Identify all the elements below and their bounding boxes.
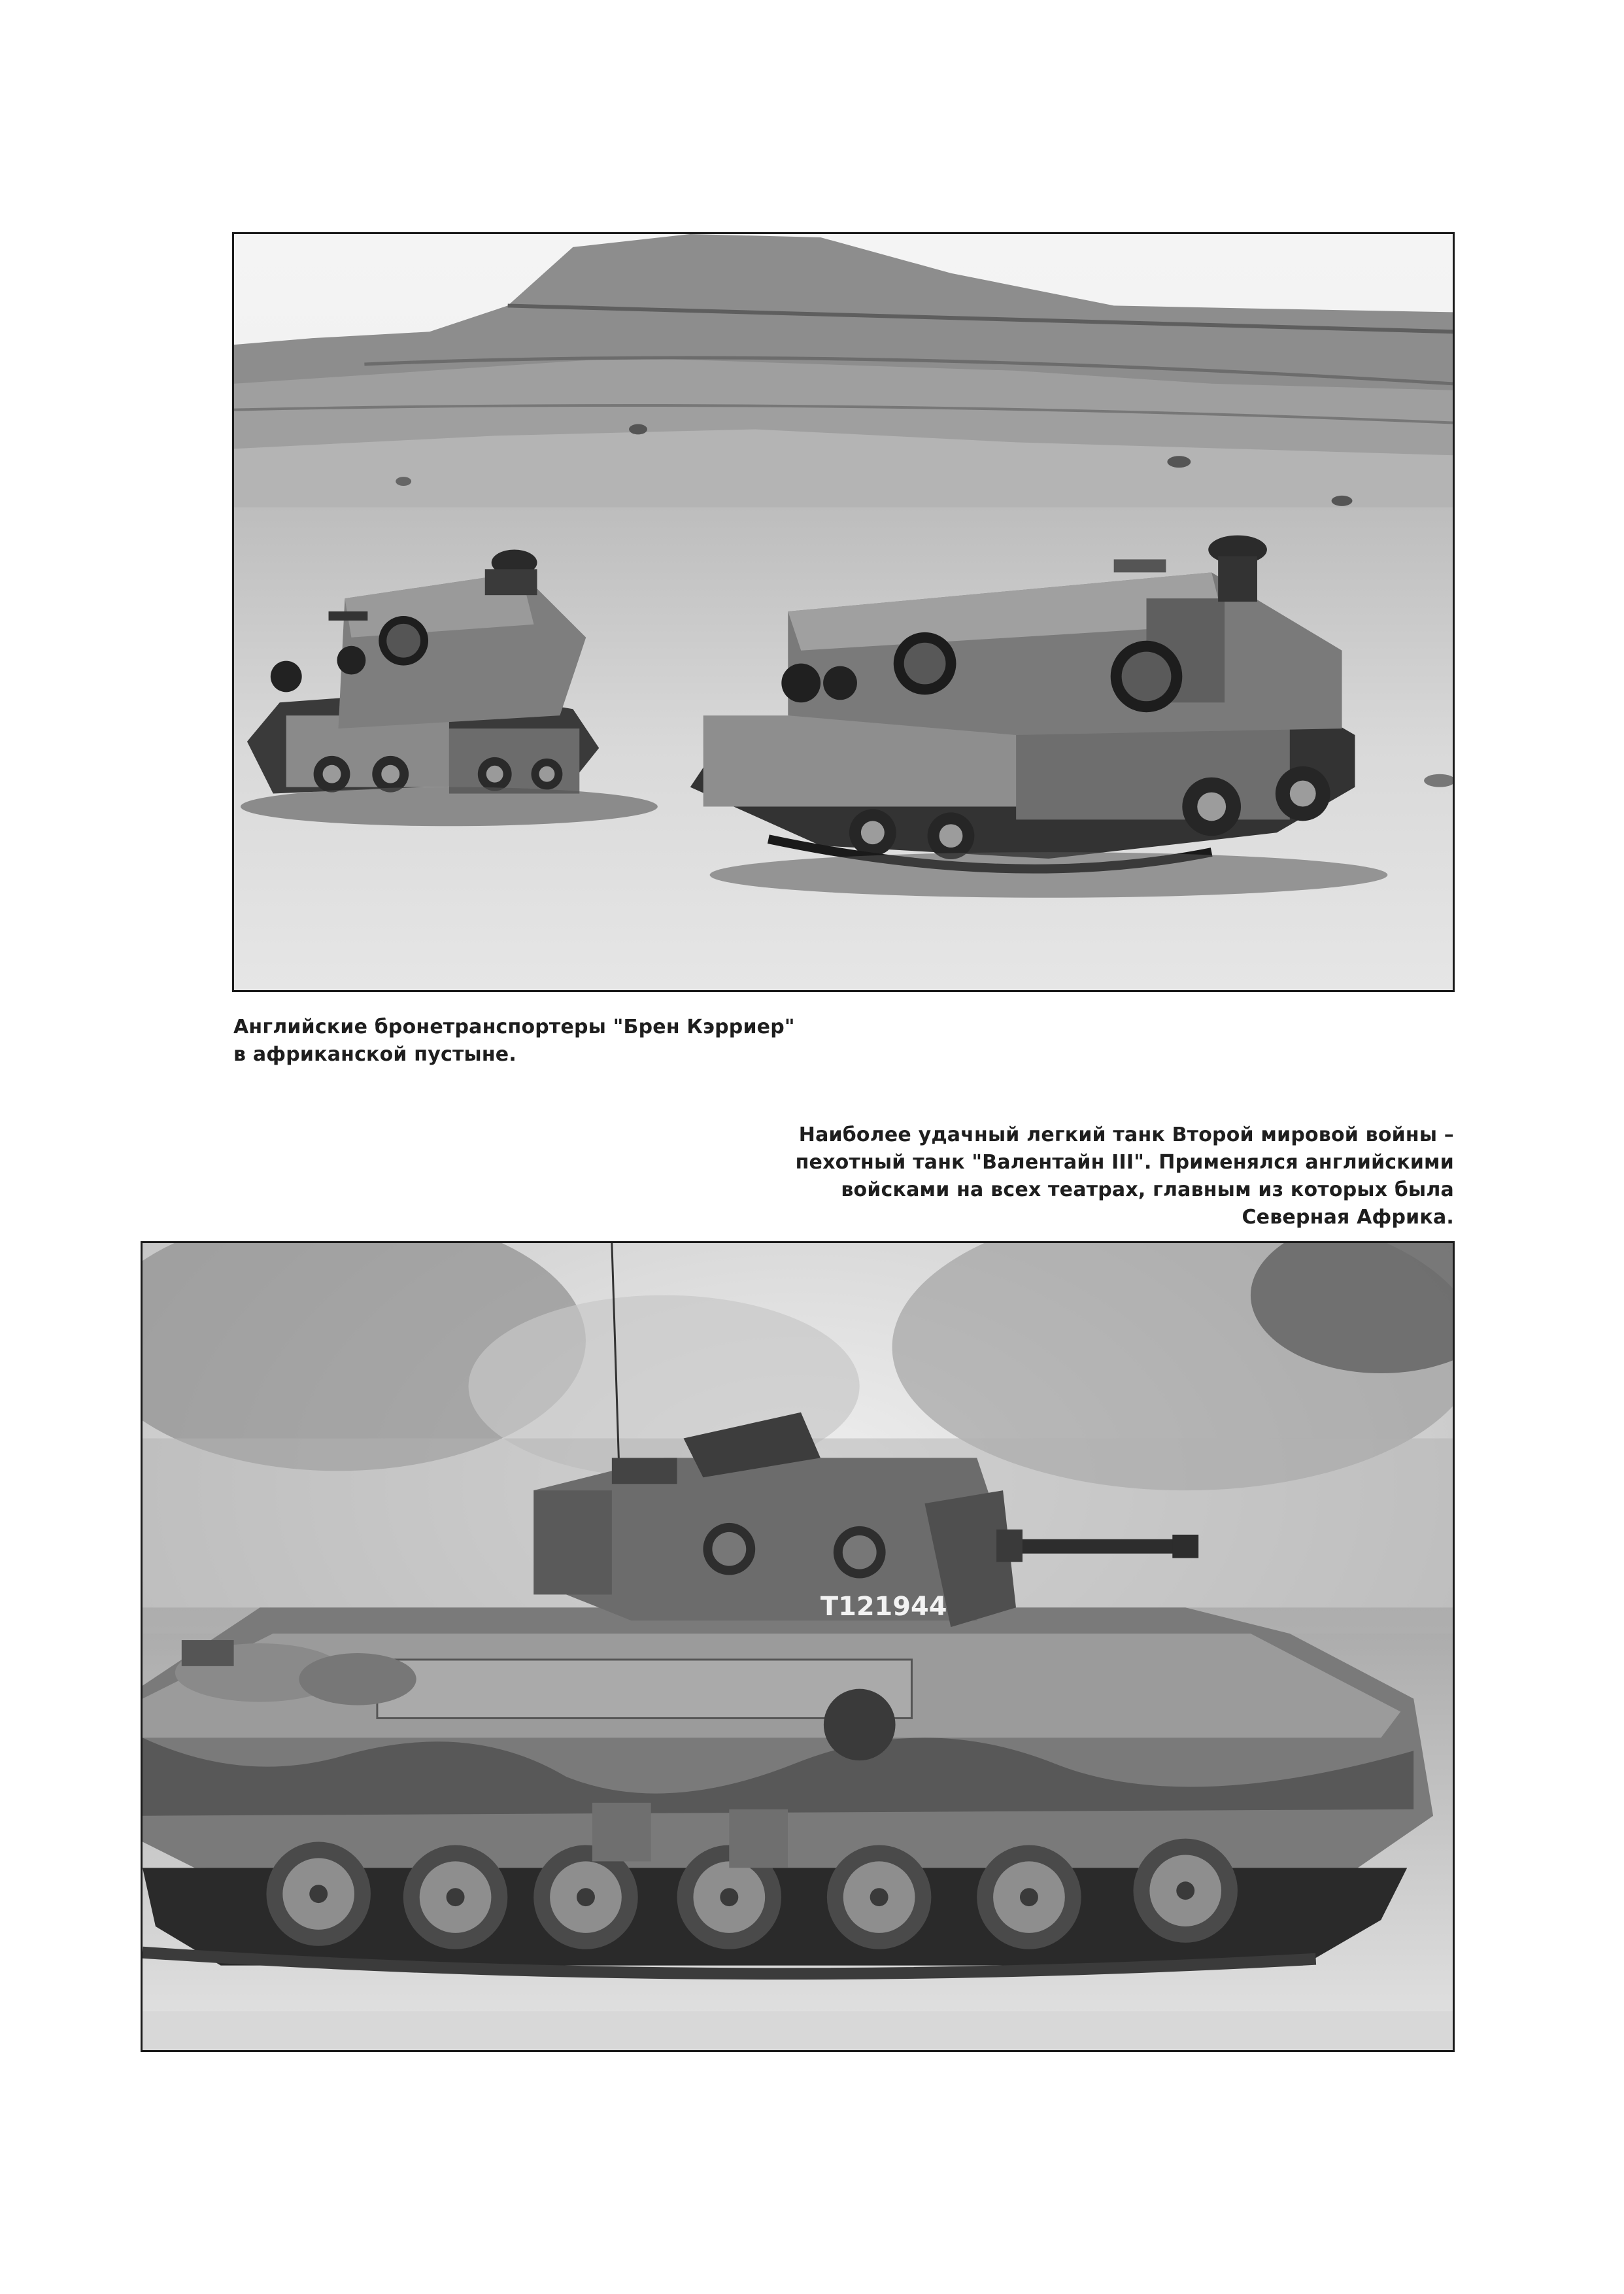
bren-carrier-illustration <box>234 234 1453 990</box>
caption-bottom-line: пехотный танк "Валентайн III". Применялся английскими <box>795 1151 1454 1174</box>
caption-bottom <box>796 1121 1454 1231</box>
valentine-tank-photo <box>141 1241 1455 2052</box>
caption-top-line: Английские бронетранспортеры "Брен Кэрриер" <box>233 1016 795 1038</box>
caption-bottom-line: Наиболее удачный легкий танк Второй мировой войны – <box>798 1123 1454 1146</box>
caption-top <box>233 1014 795 1069</box>
valentine-tank-illustration <box>143 1243 1453 2050</box>
caption-bottom-line: Северная Африка. <box>1242 1206 1454 1229</box>
bren-carrier-photo <box>232 232 1455 992</box>
caption-bottom-line: войсками на всех театрах, главным из которых была <box>841 1178 1454 1201</box>
hull-marking: T121944 <box>820 1592 947 1622</box>
caption-top-line: в африканской пустыне. <box>233 1043 516 1066</box>
